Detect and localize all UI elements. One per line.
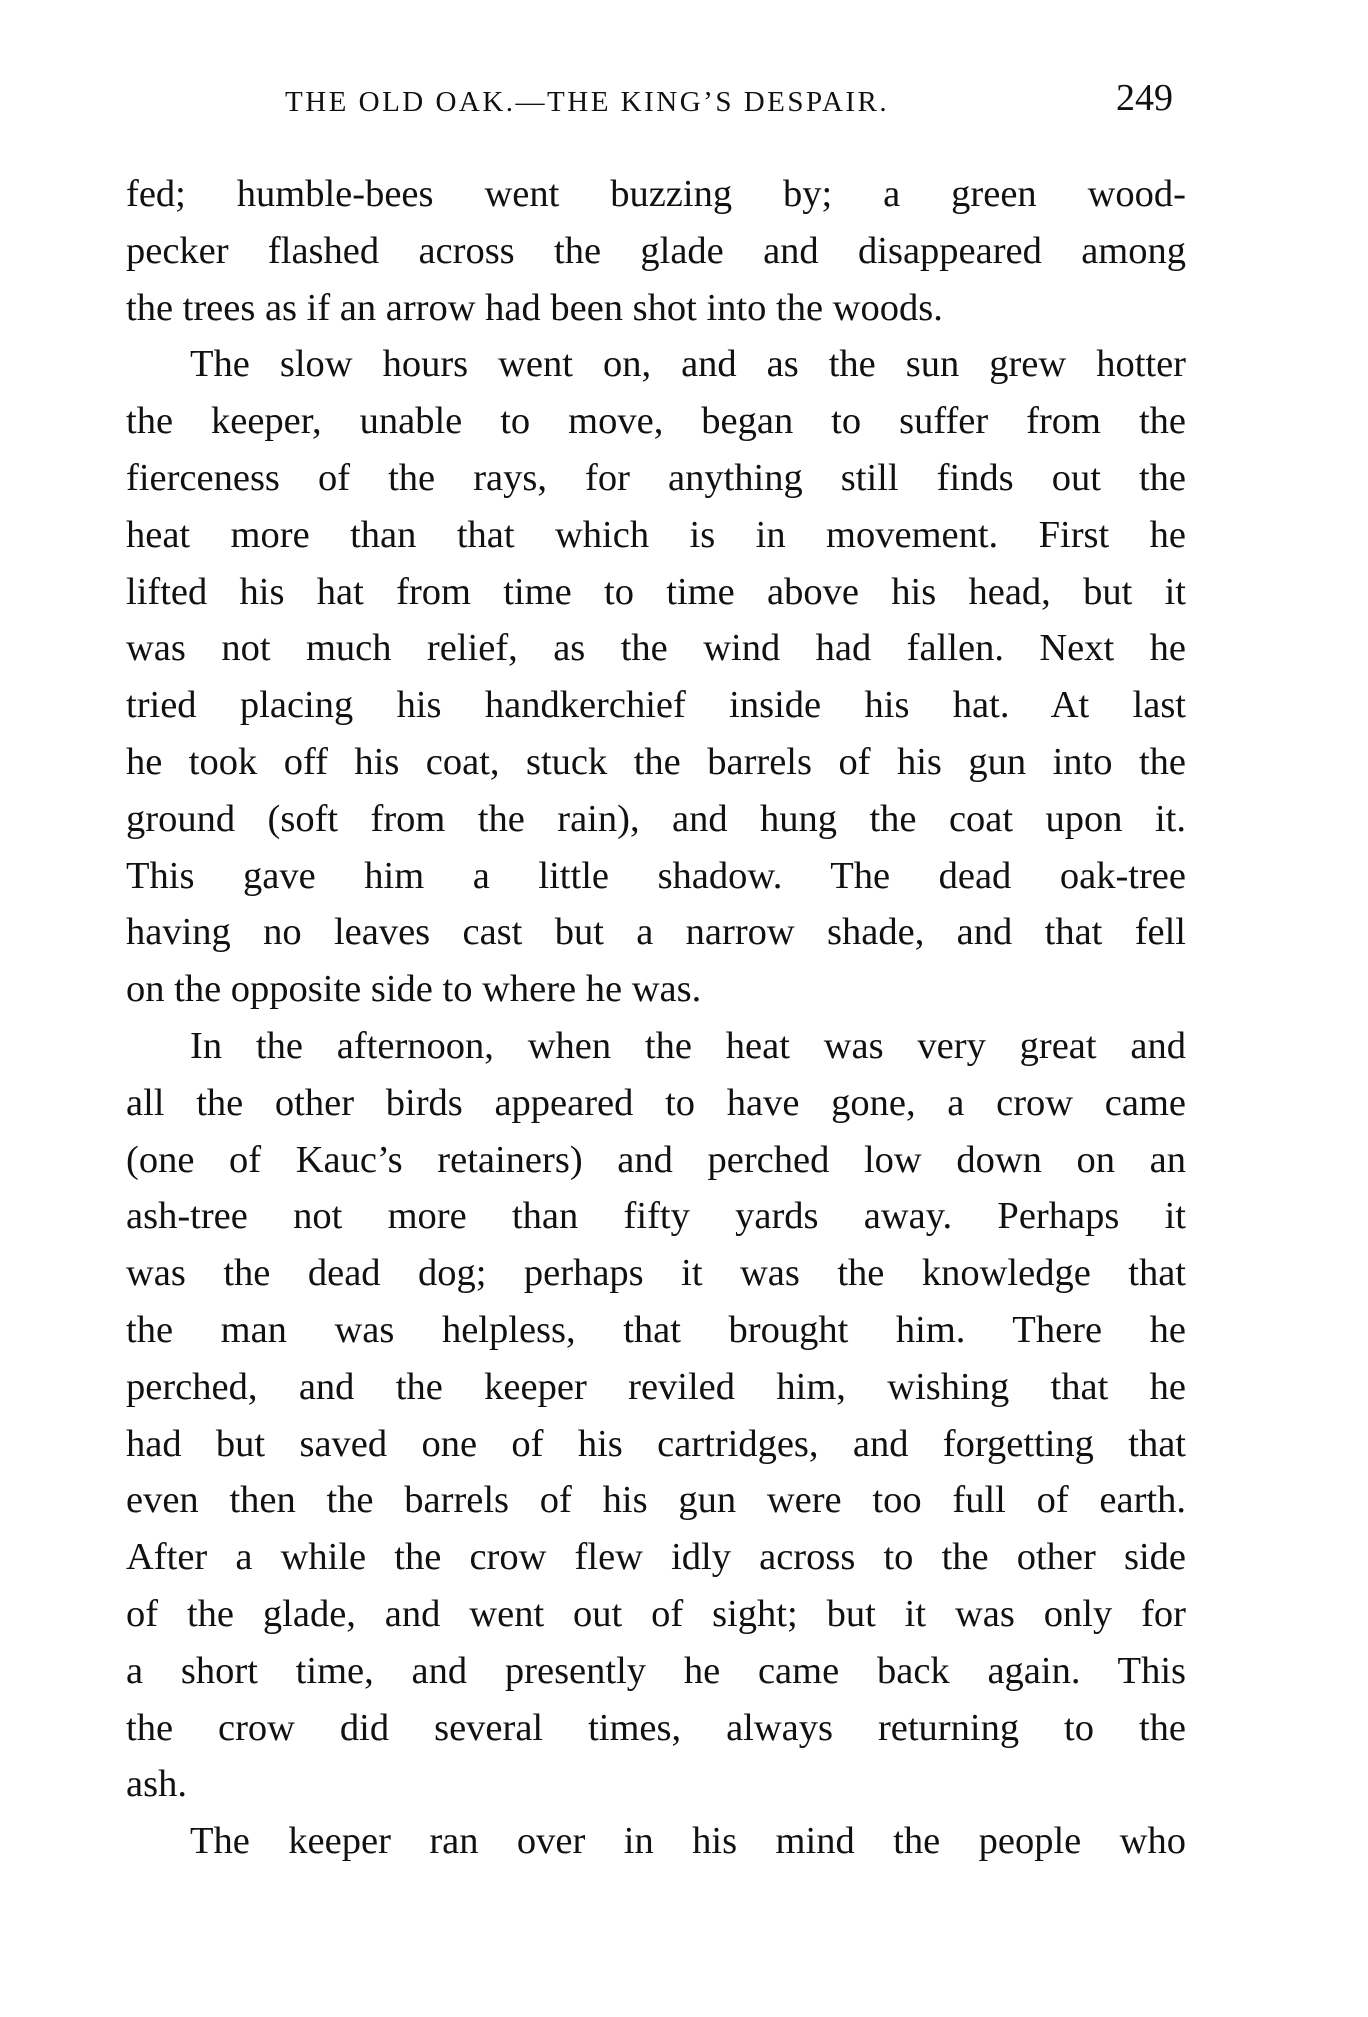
text-line: fierceness of the rays, for anything still finds out the <box>126 456 1186 499</box>
text-line: of the glade, and went out of sight; but it was only for <box>126 1592 1186 1635</box>
text-line: (one of Kauc’s retainers) and perched low down on an <box>126 1138 1186 1181</box>
text-line: the keeper, unable to move, began to suffer from the <box>126 400 1186 443</box>
text-line: heat more than that which is in movement. First he <box>126 513 1186 556</box>
page-number: 249 <box>1116 77 1173 119</box>
text-line: ash. <box>126 1763 187 1806</box>
text-line: the crow did several times, always returning to the <box>126 1706 1186 1749</box>
text-line: the trees as if an arrow had been shot into the woods. <box>126 286 943 329</box>
text-line: ground (soft from the rain), and hung the coat upon it. <box>126 797 1186 840</box>
text-line: pecker flashed across the glade and disappeared among <box>126 229 1186 272</box>
text-line: even then the barrels of his gun were too full of earth. <box>126 1479 1186 1522</box>
text-line: all the other birds appeared to have gone, a crow came <box>126 1081 1186 1124</box>
text-line: The keeper ran over in his mind the people who <box>190 1820 1186 1863</box>
text-line: After a while the crow flew idly across to the other side <box>126 1536 1186 1579</box>
text-line: the man was helpless, that brought him. There he <box>126 1308 1186 1351</box>
body-text <box>126 166 1186 1870</box>
running-head: THE OLD OAK.—THE KING’S DESPAIR. <box>285 86 890 118</box>
text-line: The slow hours went on, and as the sun grew hotter <box>190 343 1186 386</box>
text-line: was not much relief, as the wind had fallen. Next he <box>126 627 1186 670</box>
text-line: perched, and the keeper reviled him, wishing that he <box>126 1365 1186 1408</box>
text-line: a short time, and presently he came back again. This <box>126 1649 1186 1692</box>
text-line: This gave him a little shadow. The dead oak-tree <box>126 854 1186 897</box>
text-line: In the afternoon, when the heat was very great and <box>190 1024 1186 1067</box>
text-line: he took off his coat, stuck the barrels of his gun into the <box>126 740 1186 783</box>
text-line: had but saved one of his cartridges, and forgetting that <box>126 1422 1186 1465</box>
text-line: was the dead dog; perhaps it was the knowledge that <box>126 1252 1186 1295</box>
text-line: tried placing his handkerchief inside his hat. At last <box>126 684 1186 727</box>
text-line: on the opposite side to where he was. <box>126 968 702 1011</box>
text-line: fed; humble-bees went buzzing by; a green wood- <box>126 173 1186 215</box>
text-line: ash-tree not more than fifty yards away. Perhaps it <box>126 1195 1186 1238</box>
text-line: having no leaves cast but a narrow shade, and that fell <box>126 911 1186 954</box>
text-line: lifted his hat from time to time above his head, but it <box>126 570 1186 613</box>
